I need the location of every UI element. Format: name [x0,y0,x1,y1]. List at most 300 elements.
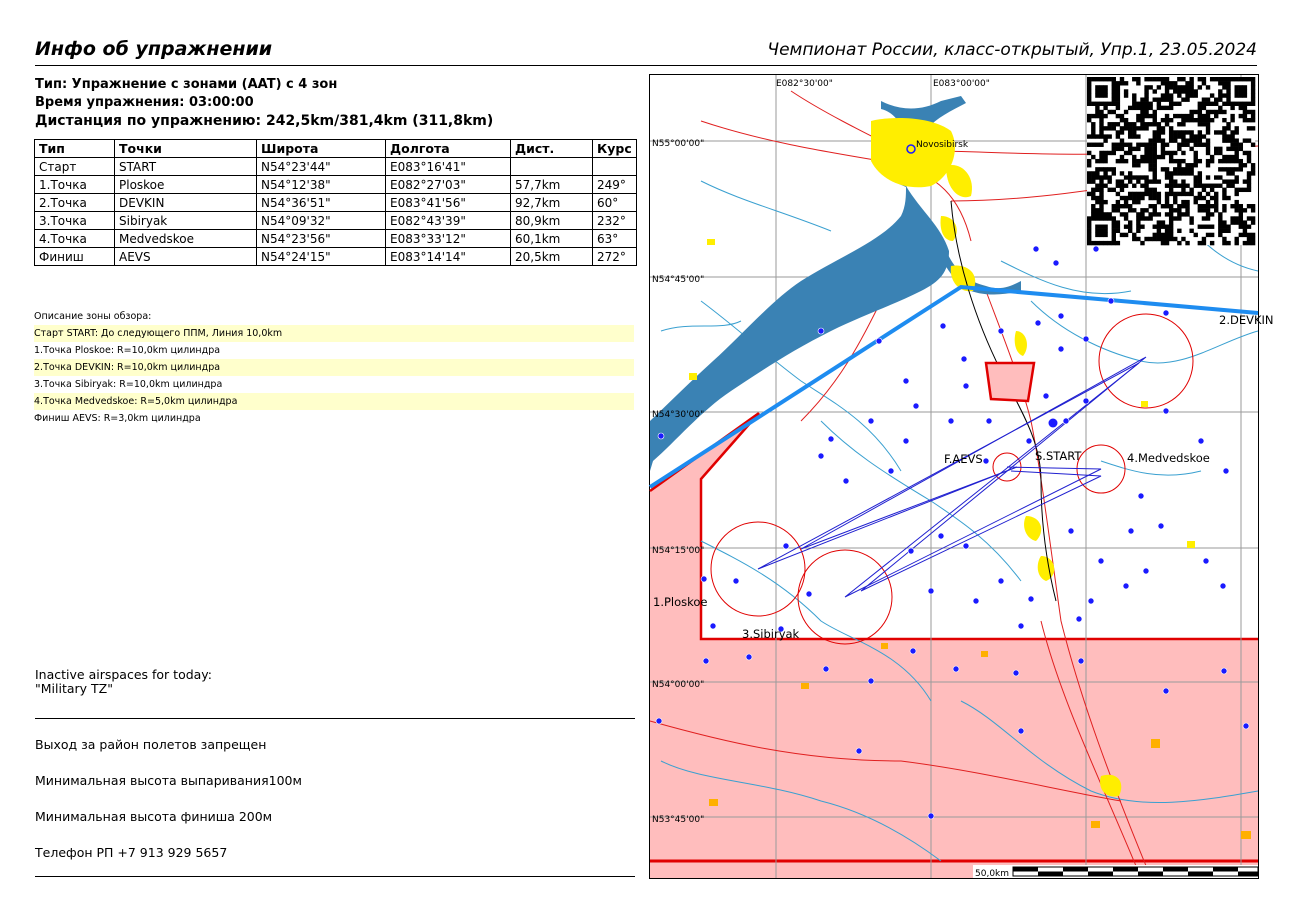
qr-module [1235,147,1239,151]
qr-module [1226,85,1230,89]
qr-module [1112,188,1116,192]
table-cell: 63° [593,230,637,248]
qr-module [1165,118,1169,122]
table-cell: Ploskoe [115,176,257,194]
qr-module [1218,81,1222,85]
qr-module [1243,93,1247,97]
qr-module [1185,138,1189,142]
qr-module [1153,118,1157,122]
qr-module [1116,184,1120,188]
qr-module [1136,106,1140,110]
qr-module [1239,89,1243,93]
qr-module [1230,159,1234,163]
table-row [35,212,637,230]
qr-module [1214,175,1218,179]
qr-module [1112,110,1116,114]
qr-module [1099,151,1103,155]
qr-module [1235,208,1239,212]
qr-module [1116,225,1120,229]
qr-module [1120,130,1124,134]
qr-module [1128,208,1132,212]
qr-module [1251,89,1255,93]
qr-module [1251,102,1255,106]
qr-module [1136,225,1140,229]
qr-module [1235,77,1239,81]
qr-module [1116,204,1120,208]
qr-module [1095,110,1099,114]
table-row [35,194,637,212]
qr-module [1185,163,1189,167]
qr-module [1198,241,1202,245]
qr-module [1202,118,1206,122]
qr-module [1214,196,1218,200]
table-cell: N54°24'15" [257,248,386,266]
qr-module [1128,204,1132,208]
qr-module [1177,241,1181,245]
qr-module [1177,77,1181,81]
qr-module [1140,212,1144,216]
qr-module [1116,89,1120,93]
qr-module [1194,93,1198,97]
qr-module [1144,237,1148,241]
qr-module [1235,167,1239,171]
rule-line: Выход за район полетов запрещен [35,737,267,752]
qr-module [1222,126,1226,130]
qr-module [1128,130,1132,134]
qr-module [1218,229,1222,233]
qr-module [1095,229,1099,233]
qr-module [1144,106,1148,110]
qr-module [1181,200,1185,204]
qr-module [1116,97,1120,101]
qr-module [1112,151,1116,155]
qr-module [1144,192,1148,196]
qr-module [1169,138,1173,142]
qr-module [1144,102,1148,106]
table-row [35,158,637,176]
qr-module [1210,233,1214,237]
qr-module [1218,167,1222,171]
qr-module [1136,229,1140,233]
qr-module [1132,130,1136,134]
qr-module [1124,151,1128,155]
qr-module [1198,204,1202,208]
qr-module [1157,102,1161,106]
qr-module [1136,126,1140,130]
qr-module [1144,126,1148,130]
qr-module [1198,102,1202,106]
qr-module [1144,143,1148,147]
qr-module [1091,130,1095,134]
qr-module [1239,93,1243,97]
qr-module [1169,126,1173,130]
qr-module [1165,77,1169,81]
qr-module [1124,93,1128,97]
qr-module [1235,89,1239,93]
qr-module [1214,200,1218,204]
qr-module [1112,147,1116,151]
qr-module [1165,106,1169,110]
qr-module [1226,171,1230,175]
qr-module [1157,155,1161,159]
qr-module [1169,175,1173,179]
qr-module [1173,200,1177,204]
city-label: Novosibirsk [916,140,969,150]
zone-line: 1.Точка Ploskoe: R=10,0km цилиндра [34,345,221,356]
qr-module [1091,241,1095,245]
qr-module [1112,171,1116,175]
qr-module [1173,151,1177,155]
qr-module [1144,184,1148,188]
qr-module [1124,233,1128,237]
qr-module [1132,126,1136,130]
qr-module [1173,85,1177,89]
rules-list [35,737,302,881]
qr-module [1206,126,1210,130]
qr-module [1185,204,1189,208]
qr-module [1099,89,1103,93]
qr-module [1226,196,1230,200]
qr-module [1239,216,1243,220]
qr-module [1206,151,1210,155]
qr-module [1169,192,1173,196]
qr-module [1153,225,1157,229]
qr-module [1206,122,1210,126]
qr-module [1091,171,1095,175]
qr-module [1132,134,1136,138]
qr-module [1103,151,1107,155]
qr-module [1247,216,1251,220]
column-header: Долгота [386,140,511,158]
qr-module [1194,110,1198,114]
qr-module [1194,159,1198,163]
qr-module [1132,77,1136,81]
qr-module [1243,229,1247,233]
qr-module [1116,81,1120,85]
lon-label: E082°30'00" [776,79,833,89]
qr-module [1116,208,1120,212]
qr-module [1136,114,1140,118]
qr-module [1206,208,1210,212]
qr-module [1202,241,1206,245]
qr-module [1251,110,1255,114]
qr-module [1243,208,1247,212]
qr-module [1095,175,1099,179]
qr-module [1153,114,1157,118]
qr-module [1194,138,1198,142]
table-cell: 20,5km [511,248,593,266]
qr-module [1235,151,1239,155]
qr-module [1112,241,1116,245]
qr-module [1116,220,1120,224]
qr-module [1144,216,1148,220]
qr-module [1099,126,1103,130]
qr-module [1095,225,1099,229]
qr-module [1087,93,1091,97]
qr-module [1153,237,1157,241]
qr-module [1103,134,1107,138]
qr-module [1165,93,1169,97]
qr-module [1235,220,1239,224]
qr-module [1095,106,1099,110]
qr-module [1251,126,1255,130]
qr-module [1144,188,1148,192]
qr-module [1181,134,1185,138]
qr-module [1107,77,1111,81]
qr-module [1173,130,1177,134]
qr-module [1128,147,1132,151]
qr-module [1198,225,1202,229]
qr-module [1198,118,1202,122]
qr-module [1173,179,1177,183]
qr-module [1087,77,1091,81]
qr-module [1210,77,1214,81]
qr-module [1173,171,1177,175]
qr-module [1120,196,1124,200]
qr-module [1132,200,1136,204]
qr-module [1099,130,1103,134]
qr-module [1140,118,1144,122]
qr-module [1189,81,1193,85]
qr-module [1194,134,1198,138]
qr-module [1165,97,1169,101]
qr-module [1099,77,1103,81]
qr-module [1226,159,1230,163]
qr-module [1136,102,1140,106]
qr-module [1226,147,1230,151]
qr-module [1202,143,1206,147]
qr-module [1148,114,1152,118]
qr-module [1202,134,1206,138]
qr-module [1181,89,1185,93]
qr-module [1189,188,1193,192]
qr-module [1247,175,1251,179]
qr-module [1251,171,1255,175]
qr-module [1116,85,1120,89]
qr-module [1095,167,1099,171]
qr-module [1198,110,1202,114]
qr-module [1144,147,1148,151]
qr-module [1218,159,1222,163]
qr-module [1198,114,1202,118]
qr-module [1222,225,1226,229]
header-divider [35,65,1257,66]
qr-module [1173,81,1177,85]
table-cell: E083°33'12" [386,230,511,248]
qr-module [1132,159,1136,163]
qr-module [1243,102,1247,106]
qr-module [1107,126,1111,130]
qr-module [1243,220,1247,224]
qr-module [1099,175,1103,179]
table-cell: 80,9km [511,212,593,230]
qr-module [1247,225,1251,229]
qr-module [1206,110,1210,114]
qr-module [1177,229,1181,233]
airfield-marker-large [1049,419,1058,428]
qr-module [1124,89,1128,93]
qr-module [1107,134,1111,138]
qr-module [1222,220,1226,224]
qr-module [1181,204,1185,208]
qr-module [1247,102,1251,106]
qr-module [1161,126,1165,130]
qr-module [1247,151,1251,155]
qr-module [1091,204,1095,208]
table-cell: N54°23'56" [257,230,386,248]
qr-module [1251,93,1255,97]
qr-module [1194,155,1198,159]
qr-module [1124,225,1128,229]
qr-module [1210,110,1214,114]
qr-module [1087,179,1091,183]
qr-module [1247,159,1251,163]
qr-module [1206,233,1210,237]
qr-module [1226,155,1230,159]
qr-module [1153,179,1157,183]
qr-module [1091,134,1095,138]
qr-module [1107,102,1111,106]
qr-module [1157,196,1161,200]
qr-module [1153,208,1157,212]
qr-module [1124,184,1128,188]
qr-module [1120,233,1124,237]
qr-module [1091,155,1095,159]
qr-module [1087,97,1091,101]
qr-module [1235,188,1239,192]
qr-module [1148,196,1152,200]
qr-module [1132,237,1136,241]
qr-module [1198,77,1202,81]
qr-module [1136,77,1140,81]
qr-module [1132,175,1136,179]
qr-module [1148,77,1152,81]
qr-module [1144,77,1148,81]
rule-line: Минимальная высота финиша 200м [35,809,273,824]
qr-module [1177,143,1181,147]
qr-module [1161,225,1165,229]
qr-module [1148,102,1152,106]
qr-module [1226,102,1230,106]
qr-module [1177,147,1181,151]
qr-module [1153,192,1157,196]
qr-module [1099,110,1103,114]
qr-module [1103,241,1107,245]
qr-module [1185,208,1189,212]
qr-module [1230,155,1234,159]
qr-module [1120,126,1124,130]
qr-module [1120,81,1124,85]
qr-module [1189,167,1193,171]
qr-module [1173,216,1177,220]
qr-module [1247,188,1251,192]
qr-module [1247,118,1251,122]
qr-module [1095,241,1099,245]
qr-module [1239,114,1243,118]
qr-module [1148,138,1152,142]
qr-module [1107,110,1111,114]
qr-module [1157,85,1161,89]
qr-module [1136,237,1140,241]
qr-module [1239,163,1243,167]
qr-module [1206,184,1210,188]
qr-module [1198,122,1202,126]
qr-module [1185,143,1189,147]
qr-module [1218,233,1222,237]
qr-module [1177,130,1181,134]
qr-module [1185,97,1189,101]
qr-module [1206,159,1210,163]
qr-module [1185,200,1189,204]
qr-module [1136,143,1140,147]
railway [951,201,1056,601]
qr-module [1099,114,1103,118]
qr-module [1112,89,1116,93]
qr-module [1198,208,1202,212]
qr-module [1214,184,1218,188]
qr-module [1206,147,1210,151]
restricted-airspace [650,413,1258,878]
qr-module [1169,102,1173,106]
qr-module [1157,225,1161,229]
tp-label-start: S.START [1035,449,1082,463]
qr-module [1226,229,1230,233]
qr-module [1157,126,1161,130]
qr-module [1099,118,1103,122]
qr-module [1087,159,1091,163]
qr-module [1136,196,1140,200]
column-header: Широта [257,140,386,158]
qr-module [1169,208,1173,212]
qr-module [1161,147,1165,151]
qr-module [1251,81,1255,85]
qr-module [1239,225,1243,229]
qr-module [1099,188,1103,192]
qr-module [1177,184,1181,188]
qr-module [1091,212,1095,216]
qr-module [1206,85,1210,89]
qr-module [1247,138,1251,142]
qr-module [1136,220,1140,224]
table-cell: 1.Точка [35,176,115,194]
qr-module [1132,192,1136,196]
qr-module [1198,196,1202,200]
qr-module [1235,175,1239,179]
qr-module [1169,93,1173,97]
qr-module [1165,89,1169,93]
qr-module [1181,237,1185,241]
qr-module [1148,143,1152,147]
qr-module [1124,110,1128,114]
qr-module [1230,77,1234,81]
qr-module [1087,241,1091,245]
qr-module [1247,171,1251,175]
lon-label: E083°00'00" [933,79,990,89]
table-row [35,230,637,248]
qr-module [1189,192,1193,196]
qr-module [1099,122,1103,126]
qr-module [1226,179,1230,183]
qr-module [1144,85,1148,89]
qr-module [1124,118,1128,122]
qr-module [1148,85,1152,89]
qr-module [1124,122,1128,126]
qr-module [1177,171,1181,175]
qr-module [1120,155,1124,159]
qr-module [1251,233,1255,237]
qr-module [1198,179,1202,183]
lat-label: N54°00'00" [652,680,705,690]
